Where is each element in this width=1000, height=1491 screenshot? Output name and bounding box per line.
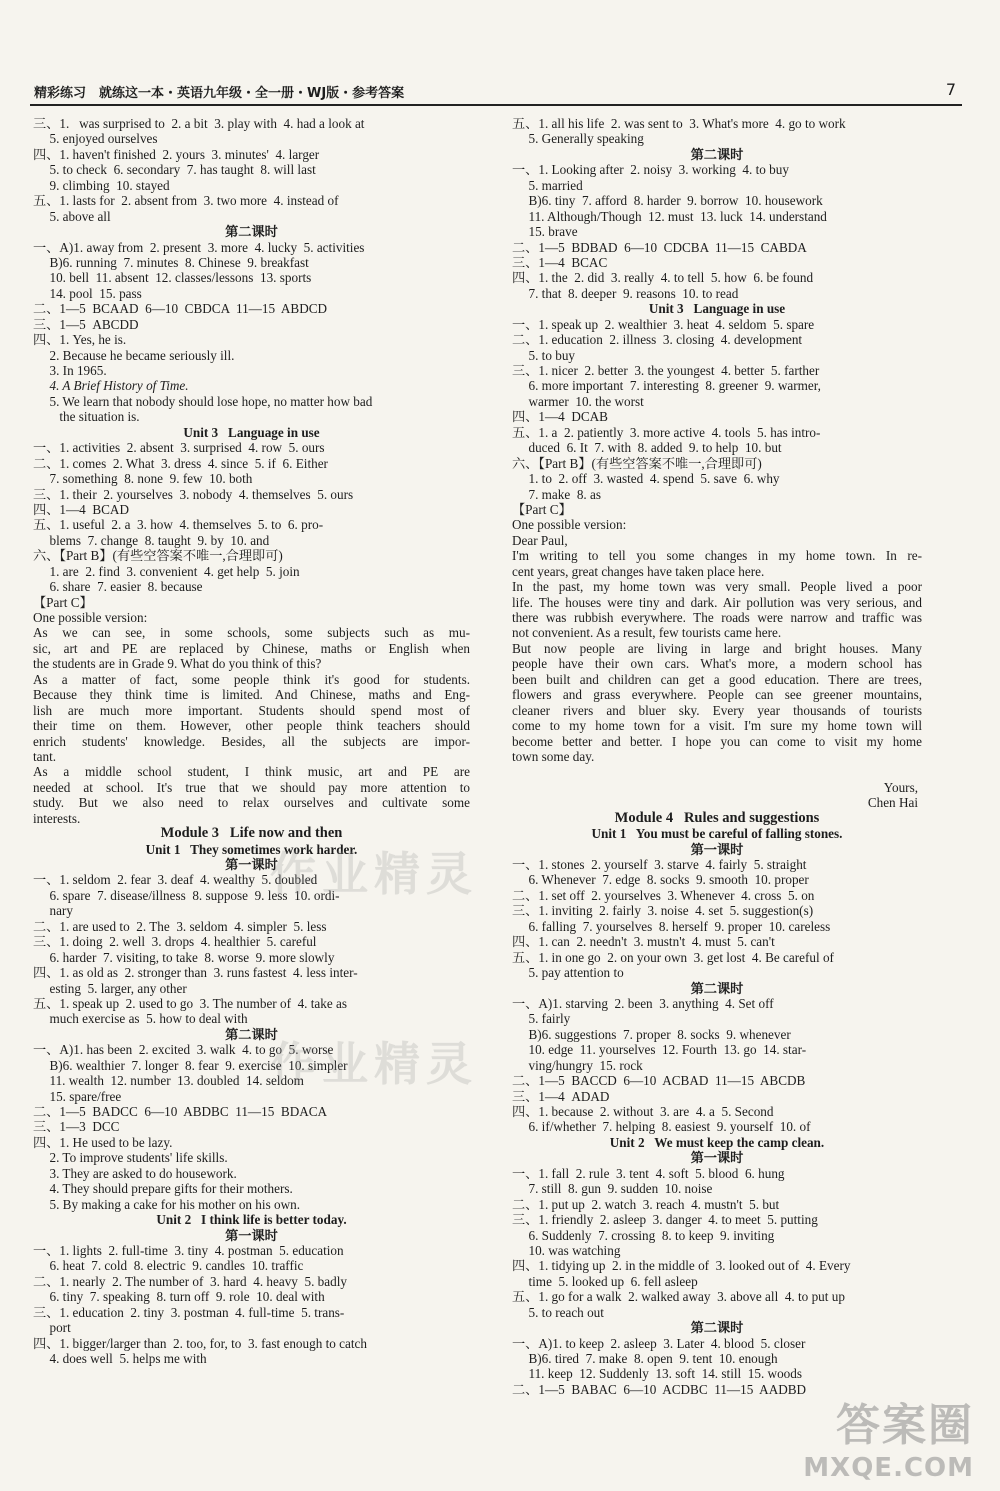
answer-line: 一、A)1. starving 2. been 3. anything 4. Set off [512, 995, 774, 1011]
answer-line: 四、1. because 2. without 3. are 4. a 5. Second [512, 1104, 774, 1119]
answer-line: 二、1—5 BABAC 6—10 ACDBC 11—15 AADBD [512, 1381, 807, 1397]
answer-line: In the past, my home town was very small. People lived a poor [512, 579, 922, 595]
answer-line: 二、1—5 BADCC 6—10 ABDBC 11—15 BDACA [33, 1104, 328, 1119]
watermark-url: MXQE.COM [803, 1453, 974, 1483]
answer-line: 五、1. go for a walk 2. walked away 3. above all 4. to put up [512, 1289, 845, 1305]
answer-line: B)6. suggestions 7. proper 8. socks 9. whenever [512, 1026, 791, 1042]
answer-line: 五、1. speak up 2. used to go 3. The number of 4. take as [33, 995, 348, 1011]
answer-line: 15. spare/free [33, 1088, 122, 1104]
answer-line: 5. to buy [512, 347, 576, 363]
answer-line: 14. pool 15. pass [33, 285, 142, 301]
answer-line: B)6. wealthier 7. longer 8. fear 9. exercise 10. simpler [33, 1057, 348, 1073]
answer-line: 1. are 2. find 3. convenient 4. get help 5. join [33, 563, 300, 579]
answer-line: B)6. running 7. minutes 8. Chinese 9. breakfast [33, 254, 309, 270]
answer-line: much exercise as 5. how to deal with [33, 1011, 248, 1027]
answer-line: 二、1—5 BCAAD 6—10 CBDCA 11—15 ABDCD [33, 301, 328, 317]
answer-line: 5. pay attention to [512, 965, 624, 981]
answer-line: cleaner rivers and bluer sky. Every year thousands of tourists [512, 702, 922, 718]
answer-line: 三、1. was surprised to 2. a bit 3. play with 4. had a look at [33, 116, 365, 131]
answer-line: 10. was watching [512, 1242, 621, 1258]
section-heading: 第二课时 [690, 1320, 744, 1336]
right-column [512, 116, 922, 1397]
answer-line: enrich students' knowledge. Besides, all the subjects are impor- [33, 733, 470, 749]
page-number: 7 [945, 80, 956, 99]
answer-line: 一、A)1. away from 2. present 3. more 4. lucky 5. activities [33, 239, 365, 255]
answer-line: 二、1—5 BDBAD 6—10 CDCBA 11—15 CABDA [512, 239, 807, 255]
answer-line: 1. to 2. off 3. wasted 4. spend 5. save 6. why [512, 471, 780, 487]
answer-line: their time on them. However, other people think teachers should [33, 718, 470, 734]
answer-line: tant. [33, 748, 57, 764]
answer-line: 一、1. seldom 2. fear 3. deaf 4. wealthy 5. doubled [33, 872, 318, 888]
answer-line: 四、1. He used to be lazy. [33, 1134, 173, 1150]
answer-line: sic, art and PE are replaced by Chinese, maths or English when [33, 640, 470, 656]
answer-line: 6. if/whether 7. helping 8. easiest 9. yourself 10. of [512, 1119, 811, 1135]
answer-line: warmer 10. the worst [512, 393, 644, 409]
answer-line: 6. tiny 7. speaking 8. turn off 9. role 10. deal with [33, 1289, 325, 1305]
faint-watermark: 作业精灵 [270, 1037, 478, 1091]
answer-line: 4. They should prepare gifts for their mothers. [33, 1181, 293, 1197]
answer-line: 7. something 8. none 9. few 10. both [33, 471, 253, 487]
answer-line: 三、1. nicer 2. better 3. the youngest 4. better 5. farther [512, 363, 820, 378]
answer-line: As we can see, in some schools, some subjects such as mu- [33, 625, 470, 641]
answer-line: 四、1. haven't finished 2. yours 3. minutes' 4. larger [33, 146, 320, 162]
section-heading: Unit 1 They sometimes work harder. [145, 841, 358, 857]
answer-line: 5. to check 6. secondary 7. has taught 8. will last [33, 162, 316, 178]
answer-line: 5. fairly [512, 1011, 571, 1027]
answer-line: 二、1. put up 2. watch 3. reach 4. mustn't 5. but [512, 1196, 780, 1212]
answer-line: 6. harder 7. visiting, to take 8. worse 9. more slowly [33, 949, 335, 965]
answer-line: 5. married [512, 177, 583, 193]
answer-line: 三、1. friendly 2. asleep 3. danger 4. to meet 5. putting [512, 1212, 818, 1228]
section-heading: Module 4 Rules and suggestions [614, 810, 820, 826]
answer-line: port [33, 1320, 71, 1336]
answer-line: B)6. tired 7. make 8. open 9. tent 10. enough [512, 1351, 778, 1366]
answer-line: Yours, [883, 779, 918, 795]
answer-line: 三、1. doing 2. well 3. drops 4. healthier 5. careful [33, 934, 317, 950]
answer-line: 四、1. bigger/larger than 2. too, for, to 3. fast enough to catch [33, 1335, 367, 1351]
page-header [30, 80, 962, 106]
answer-line: 6. share 7. easier 8. because [33, 579, 203, 595]
answer-line: 三、1—4 BCAC [512, 254, 608, 270]
answer-line: 4. does well 5. helps me with [33, 1351, 207, 1366]
answer-line: 6. Suddenly 7. crossing 8. to keep 9. inviting [512, 1227, 775, 1243]
answer-line: 11. wealth 12. number 13. doubled 14. seldom [33, 1073, 304, 1089]
answer-line: 三、1—3 DCC [33, 1119, 120, 1135]
answer-line: 【Part C】 [33, 594, 93, 610]
answer-line: As a middle school student, I think music, art and PE are [33, 764, 470, 780]
section-heading: 第二课时 [225, 1026, 278, 1042]
answer-line: 6. falling 7. yourselves 8. herself 9. proper 10. careless [512, 918, 831, 934]
section-heading: Unit 2 We must keep the camp clean. [609, 1134, 825, 1150]
section-heading: Unit 2 I think life is better today. [156, 1212, 347, 1228]
watermark-logo-text: 答案圈 [836, 1400, 974, 1451]
answer-line: 一、1. Looking after 2. noisy 3. working 4. to buy [512, 162, 789, 178]
answer-line: been built and children can get a good education. There are trees, [512, 671, 922, 687]
answer-line: 四、1—4 DCAB [512, 409, 608, 425]
answer-line: 6. heat 7. cold 8. electric 9. candles 10. traffic [33, 1258, 304, 1274]
answer-line: duced 6. It 7. with 8. added 9. to help 10. but [512, 440, 782, 456]
answer-line: 11. Although/Though 12. must 13. luck 14. understand [512, 208, 827, 224]
answer-line: become better and better. I hope you can come to visit my home [512, 733, 922, 749]
answer-line: 二、1. set off 2. yourselves 3. Whenever 4. cross 5. on [512, 887, 815, 903]
answer-line: 3. In 1965. [33, 363, 107, 378]
answer-line: not convenient. As a result, few tourists came here. [512, 625, 782, 641]
section-heading: 第一课时 [690, 841, 744, 857]
section-heading: 第一课时 [690, 1150, 744, 1166]
answer-line: 四、1. can 2. needn't 3. mustn't 4. must 5. can't [512, 934, 775, 950]
answer-line: 一、1. speak up 2. wealthier 3. heat 4. seldom 5. spare [512, 316, 815, 332]
answer-line: come to my home town for a visit. I'm sure my home town will [512, 718, 922, 734]
answer-line: 【Part C】 [512, 501, 572, 517]
faint-watermark: 作业精灵 [270, 847, 478, 901]
answer-line: 一、A)1. has been 2. excited 3. walk 4. to go 5. worse [33, 1042, 334, 1058]
answer-line: 5. to reach out [512, 1304, 604, 1320]
answer-line: study. But we also need to relax ourselves and cultivate some [33, 795, 470, 811]
header-title: 精彩练习 就练这一本・英语九年级・全一册・WJ版・参考答案 [34, 86, 405, 101]
answer-line: 2. Because he became seriously ill. [33, 347, 235, 363]
answer-line: 五、1. useful 2. a 3. how 4. themselves 5. to 6. pro- [33, 517, 324, 533]
answer-line: Chen Hai [867, 795, 918, 811]
answer-line: 一、A)1. to keep 2. asleep 3. Later 4. blood 5. closer [512, 1335, 806, 1351]
answer-line: One possible version: [512, 517, 627, 533]
answer-line [512, 764, 922, 779]
answer-line: 7. that 8. deeper 9. reasons 10. to read [512, 285, 739, 301]
answer-line: 7. make 8. as [512, 486, 601, 502]
answer-line: But now people are living in large and bright houses. Many [512, 640, 922, 656]
answer-line: blems 7. change 8. taught 9. by 10. and [33, 532, 270, 548]
answer-line: 二、1. are used to 2. The 3. seldom 4. simpler 5. less [33, 918, 327, 934]
answer-line: 5. We learn that nobody should lose hope, no matter how bad [33, 393, 373, 409]
answer-line: 10. bell 11. absent 12. classes/lessons 13. sports [33, 270, 312, 286]
answer-line: 五、1. lasts for 2. absent from 3. two more 4. instead of [33, 193, 339, 209]
site-watermark [803, 1389, 974, 1483]
answer-line: As a matter of fact, some people think it's good for students. [33, 671, 470, 687]
answer-line: there was rubbish everywhere. The roads were narrow and traffic was [512, 610, 922, 625]
answer-line: people have their own cars. What's more, a modern school has [512, 656, 922, 672]
answer-line: 5. above all [33, 208, 111, 224]
section-heading: Unit 1 You must be careful of falling stones. [591, 826, 843, 842]
answer-line: 四、1. the 2. did 3. really 4. to tell 5. how 6. be found [512, 270, 814, 286]
answer-line: flowers and grass everywhere. People can see greener mountains, [512, 687, 922, 703]
left-column [33, 116, 470, 1366]
answer-line: 5. By making a cake for his mother on his own. [33, 1196, 301, 1212]
answer-line: 4. A Brief History of Time. [33, 378, 189, 394]
answer-line: Because they think time is limited. And Chinese, maths and Eng- [33, 687, 470, 703]
section-heading: 第二课时 [225, 224, 278, 240]
answer-line: 6. more important 7. interesting 8. greener 9. warmer, [512, 378, 821, 394]
answer-line: B)6. tiny 7. afford 8. harder 9. borrow 10. housework [512, 193, 823, 209]
answer-line: 一、1. activities 2. absent 3. surprised 4. row 5. ours [33, 440, 325, 456]
answer-line: interests. [33, 810, 81, 826]
answer-line: 15. brave [512, 224, 578, 240]
answer-line: town some day. [512, 748, 595, 764]
answer-line: 9. climbing 10. stayed [33, 177, 170, 193]
answer-line: 五、1. a 2. patiently 3. more active 4. tools 5. has intro- [512, 424, 821, 440]
answer-line: 六、【Part B】(有些空答案不唯一,合理即可) [512, 455, 762, 471]
answer-line: 6. spare 7. disease/illness 8. suppose 9. less 10. ordi- [33, 887, 340, 903]
answer-line: 10. edge 11. yourselves 12. Fourth 13. go 14. star- [512, 1042, 807, 1058]
answer-line: Dear Paul, [512, 532, 568, 548]
section-heading: Unit 3 Language in use [648, 301, 786, 317]
answer-line: 二、1. education 2. illness 3. closing 4. development [512, 332, 803, 348]
answer-line: esting 5. larger, any other [33, 980, 187, 996]
section-heading: 第二课时 [690, 980, 744, 996]
answer-line: ving/hungry 15. rock [512, 1057, 643, 1073]
answer-line: 7. still 8. gun 9. sudden 10. noise [512, 1181, 713, 1197]
answer-line: I'm writing to tell you some changes in my home town. In re- [512, 548, 922, 564]
answer-line: 六、【Part B】(有些空答案不唯一,合理即可) [33, 548, 283, 564]
section-heading: 第一课时 [225, 857, 278, 872]
answer-line: lish are much more important. Students should spend most of [33, 702, 470, 718]
answer-line: the students are in Grade 9. What do you think of this? [33, 656, 322, 672]
answer-line: 2. To improve students' life skills. [33, 1150, 228, 1166]
answer-line: 四、1. as old as 2. stronger than 3. runs fastest 4. less inter- [33, 965, 358, 981]
answer-line: 一、1. stones 2. yourself 3. starve 4. fairly 5. straight [512, 857, 807, 872]
answer-line: 三、1—4 ADAD [512, 1088, 610, 1104]
section-heading: 第一课时 [225, 1227, 278, 1243]
answer-line: cent years, great changes have taken place here. [512, 563, 765, 579]
section-heading: Module 3 Life now and then [160, 826, 343, 842]
answer-line: 五、1. in one go 2. on your own 3. get lost 4. Be careful of [512, 949, 834, 965]
answer-line: the situation is. [33, 409, 140, 425]
answer-line: 5. enjoyed ourselves [33, 131, 158, 147]
answer-line: 一、1. lights 2. full-time 3. tiny 4. postman 5. education [33, 1242, 344, 1258]
answer-line: time 5. looked up 6. fell asleep [512, 1273, 698, 1289]
answer-line: 五、1. all his life 2. was sent to 3. What's more 4. go to work [512, 116, 846, 131]
answer-line: 5. Generally speaking [512, 131, 644, 147]
answer-line: 二、1. comes 2. What 3. dress 4. since 5. if 6. Either [33, 455, 328, 471]
answer-line: life. The houses were tiny and dark. Air pollution was very serious, and [512, 594, 922, 610]
answer-line: 三、1—5 ABCDD [33, 316, 139, 332]
answer-line: 一、1. fall 2. rule 3. tent 4. soft 5. blood 6. hung [512, 1165, 785, 1181]
answer-line: nary [33, 903, 73, 919]
answer-line: 四、1—4 BCAD [33, 501, 129, 517]
answer-line: 3. They are asked to do housework. [33, 1165, 237, 1181]
answer-line: 三、1. their 2. yourselves 3. nobody 4. themselves 5. ours [33, 486, 354, 502]
answer-line: needed at school. It's true that we should pay more attention to [33, 779, 470, 795]
section-heading: Unit 3 Language in use [183, 424, 320, 440]
answer-line: 11. keep 12. Suddenly 13. soft 14. still 15. woods [512, 1366, 802, 1382]
answer-line: 四、1. tidying up 2. in the middle of 3. looked out of 4. Every [512, 1258, 851, 1274]
answer-line: 二、1. nearly 2. The number of 3. hard 4. heavy 5. badly [33, 1273, 347, 1289]
answer-line: 三、1. inviting 2. fairly 3. noise 4. set 5. suggestion(s) [512, 903, 814, 919]
answer-line: 三、1. education 2. tiny 3. postman 4. full-time 5. trans- [33, 1304, 345, 1320]
section-heading: 第二课时 [690, 146, 744, 162]
answer-line: 6. Whenever 7. edge 8. socks 9. smooth 10. proper [512, 872, 809, 888]
answer-line: 四、1. Yes, he is. [33, 332, 127, 348]
answer-line: One possible version: [33, 610, 148, 625]
answer-line: 二、1—5 BACCD 6—10 ACBAD 11—15 ABCDB [512, 1073, 806, 1089]
